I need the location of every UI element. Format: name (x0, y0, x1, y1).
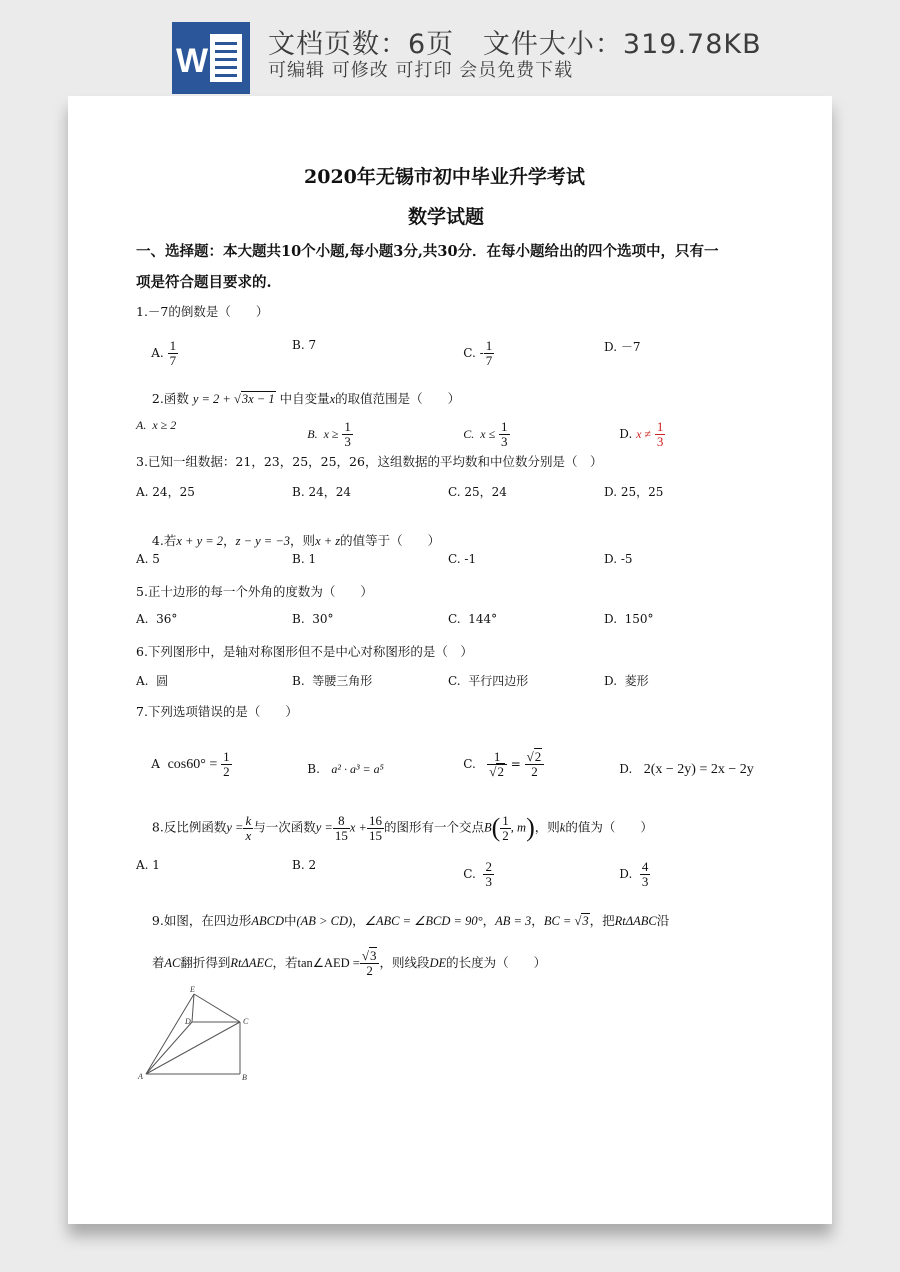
header-banner (0, 0, 900, 96)
q2-option-d: D. x ≠ $\frac{1}{3}$ (619, 419, 664, 449)
q7-option-b: B. a² · a³ = a⁵ (307, 762, 384, 776)
q4-option-d: D. -5 (604, 552, 633, 566)
q5-option-d: D. 150° (604, 612, 654, 626)
q5-option-c: C. 144° (448, 612, 498, 626)
q1-option-c: C. - $\frac{1}{7}$ (463, 338, 493, 368)
q4-option-c: C. -1 (448, 552, 477, 566)
q2-stem: 2.函数 y = 2 + √3x − 1 中自变量x的取值范围是（ ） (151, 391, 461, 406)
q3-option-d: D. 25，25 (604, 485, 664, 499)
word-letter: W (175, 42, 209, 80)
file-info: 文档页数：6页 文件大小：319.78KB (268, 29, 762, 60)
label-e: E (190, 985, 195, 994)
label-c: C (243, 1017, 249, 1026)
q6-option-c: C. 平行四边形 (448, 674, 529, 688)
q7-option-c: C. $\frac{1}{√2}$ = $\frac{√2}{2}$ (448, 736, 544, 793)
q6-option-d: D. 菱形 (604, 674, 649, 688)
q8-option-c: C. $\frac{2}{3}$ (463, 859, 492, 889)
q2-option-b: B. x ≥ $\frac{1}{3}$ (307, 419, 351, 449)
segment-ae (146, 994, 194, 1074)
doc-subtitle: 数学试题 (408, 206, 485, 228)
q8-option-b: B. 2 (292, 858, 317, 872)
q8-option-a: A. 1 (136, 858, 160, 872)
q3-stem: 3.已知一组数据：21，23，25，25，26，这组数据的平均数和中位数分别是（ ） (136, 454, 603, 469)
segment-ad (146, 1022, 192, 1074)
q4-option-b: B. 1 (292, 552, 317, 566)
q2-option-a: A. x ≥ 2 (136, 418, 177, 432)
label-a: A (138, 1072, 143, 1081)
section-heading-line2: 项是符合题目要求的. (136, 274, 272, 291)
q5-option-a: A. 36° (136, 612, 178, 626)
q7-option-a: A cos60° = $\frac{1}{2}$ (151, 749, 230, 779)
q9-geometry-figure (136, 982, 256, 1082)
q3-option-c: C. 25，24 (448, 485, 507, 499)
q9-stem-line1: 9.如图，在四边形ABCD中(AB > CD)，∠ABC = ∠BCD = 90°，AB = 3，BC = √3，把RtΔABC沿 (151, 913, 670, 928)
q8-option-d: D. $\frac{4}{3}$ (619, 859, 649, 889)
q6-option-b: B. 等腰三角形 (292, 674, 373, 688)
document-page (68, 96, 832, 1224)
q8-stem: 8.反比例函数y = $\frac{k}{x}$ 与一次函数y = $\frac{8}{15}$ x + $\frac{16}{15}$ 的图形有一个交点B( $\frac{1}{2}$ , m)，则k的值为（ ） (151, 812, 653, 843)
q1-option-d: D. －7 (604, 340, 641, 354)
section-heading-line1: 一、选择题：本大题共10个小题,每小题3分,共30分．在每小题给出的四个选项中，只有一 (136, 243, 719, 260)
label-d: D (185, 1017, 191, 1026)
segment-de (192, 994, 194, 1022)
word-document-icon (172, 22, 250, 94)
doc-title: 2020年无锡市初中毕业升学考试 (304, 166, 585, 188)
segment-ec (194, 994, 240, 1022)
q6-option-a: A. 圆 (136, 674, 169, 688)
q2-option-c: C. x ≤ $\frac{1}{3}$ (463, 419, 508, 449)
q5-option-b: B. 30° (292, 612, 334, 626)
q5-stem: 5.正十边形的每一个外角的度数为（ ） (136, 584, 373, 599)
edit-info: 可编辑 可修改 可打印 会员免费下载 (268, 60, 574, 81)
q1-option-a: A. $\frac{1}{7}$ (151, 338, 177, 368)
label-b: B (242, 1073, 247, 1082)
q9-stem-line2: 着AC翻折得到RtΔAEC，若tan∠AED = $\frac{√3}{2}$ ，则线段DE的长度为（ ） (151, 948, 547, 978)
q4-stem: 4.若x + y = 2，z − y = −3，则x + z的值等于（ ） (151, 533, 441, 548)
q7-stem: 7.下列选项错误的是（ ） (136, 704, 298, 719)
q7-option-d: D. 2(x − 2y) = 2x − 2y (619, 762, 754, 777)
q6-stem: 6.下列图形中，是轴对称图形但不是中心对称图形的是（ ） (136, 644, 473, 659)
q3-option-b: B. 24，24 (292, 485, 351, 499)
q1-stem: 1.－7的倒数是（ ） (136, 304, 269, 319)
q1-option-b: B. 7 (292, 338, 317, 352)
q4-option-a: A. 5 (136, 552, 160, 566)
q3-option-a: A. 24，25 (136, 485, 195, 499)
segment-ac (146, 1022, 240, 1074)
